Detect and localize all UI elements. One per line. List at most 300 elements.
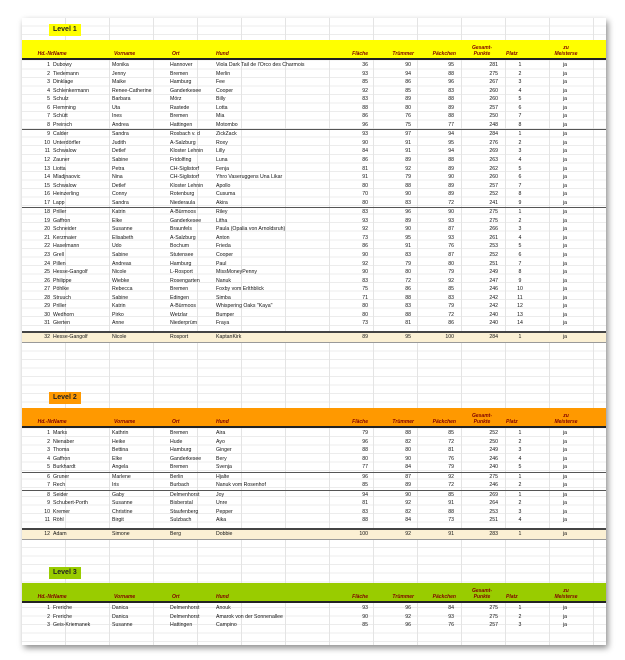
cell-flaeche: 93: [362, 605, 368, 611]
cell-vorname: Wiebke: [112, 277, 130, 284]
cell-nr: 11: [44, 148, 50, 155]
table-row: [22, 251, 606, 260]
table-row: [22, 473, 606, 482]
cell-meister: ja: [562, 165, 568, 172]
cell-ort: A-Bürmoos: [170, 209, 196, 216]
cell-ort: Hamburg: [170, 260, 192, 267]
header-nr: Hd.-Nr.: [37, 419, 54, 425]
cell-flaeche: 71: [362, 294, 368, 301]
cell-ort: Berlin: [170, 473, 184, 480]
cell-platz: 6: [518, 104, 522, 111]
cell-truemmer: 90: [405, 491, 411, 498]
cell-vorname: Maike: [112, 79, 126, 86]
cell-flaeche: 80: [362, 455, 368, 462]
cell-paeckchen: 81: [448, 447, 454, 454]
table-row: [22, 455, 606, 464]
cell-hund: Billy: [216, 96, 226, 103]
header-hund: Hund: [216, 51, 229, 57]
cell-ort: A-Bürmoos: [170, 303, 196, 310]
cell-platz: 7: [518, 113, 522, 120]
cell-name: Kerzmaier: [53, 234, 77, 241]
table-row: [22, 78, 606, 87]
cell-hund: Fenja: [216, 165, 229, 172]
cell-vorname: Sabine: [112, 252, 129, 259]
header-paeckchen: Päckchen: [432, 594, 456, 600]
table-row: [22, 225, 606, 234]
cell-ort: Ganderkesee: [170, 87, 202, 94]
table-row: [22, 95, 606, 104]
cell-nr: 5: [47, 96, 50, 103]
cell-meister: ja: [562, 303, 568, 310]
cell-meister: ja: [562, 320, 568, 327]
cell-flaeche: 88: [362, 104, 368, 111]
cell-flaeche: 77: [362, 464, 368, 471]
cell-vorname: Renee-Catherine: [112, 87, 152, 94]
cell-vorname: Elke: [112, 455, 123, 462]
cell-gesamt: 246: [489, 455, 498, 462]
table-row: [22, 621, 606, 630]
cell-ort: Delmenhorst: [170, 613, 200, 620]
cell-nr: 10: [44, 139, 50, 146]
cell-platz: 4: [518, 455, 522, 462]
cell-paeckchen: 85: [448, 286, 454, 293]
cell-flaeche: 93: [362, 131, 368, 138]
cell-meister: ja: [562, 139, 568, 146]
cell-paeckchen: 94: [448, 131, 454, 138]
cell-name: Schneider: [53, 226, 77, 233]
cell-name: Mladjnaovic: [53, 174, 81, 181]
cell-hund: Luna: [216, 157, 228, 164]
table-row: [22, 302, 606, 311]
cell-paeckchen: 88: [448, 113, 454, 120]
cell-ort: Hattingen: [170, 121, 193, 128]
cell-ort: Berg: [170, 531, 181, 538]
cell-vorname: Andreas: [112, 260, 132, 267]
cell-paeckchen: 93: [448, 234, 454, 241]
cell-flaeche: 90: [362, 269, 368, 276]
cell-flaeche: 83: [362, 277, 368, 284]
cell-nr: 18: [44, 209, 50, 216]
cell-paeckchen: 85: [448, 430, 454, 436]
cell-ort: Rotenburg: [170, 191, 195, 198]
cell-platz: 2: [518, 217, 522, 224]
cell-ort: A-Salzburg: [170, 139, 196, 146]
cell-flaeche: 75: [362, 286, 368, 293]
cell-nr: 31: [44, 320, 50, 327]
cell-platz: 13: [517, 311, 523, 318]
cell-meister: ja: [562, 260, 568, 267]
table-row: [22, 104, 606, 113]
cell-paeckchen: 93: [448, 217, 454, 224]
cell-meister: ja: [562, 226, 568, 233]
cell-flaeche: 93: [362, 70, 368, 77]
cell-hund: Anton: [216, 234, 230, 241]
cell-meister: ja: [562, 482, 568, 489]
table-row: [22, 604, 606, 613]
cell-gesamt: 261: [489, 234, 498, 241]
cell-vorname: Sandra: [112, 131, 129, 138]
cell-paeckchen: 95: [448, 62, 454, 68]
cell-flaeche: 80: [362, 199, 368, 206]
cell-gesamt: 248: [489, 121, 498, 128]
cell-flaeche: 83: [362, 508, 368, 515]
cell-truemmer: 79: [405, 174, 411, 181]
cell-flaeche: 90: [362, 613, 368, 620]
cell-nr: 9: [47, 500, 50, 507]
header-ort: Ort: [172, 51, 180, 57]
cell-truemmer: 84: [405, 464, 411, 471]
cell-gesamt: 276: [489, 139, 498, 146]
extra-table-row: [22, 528, 606, 540]
cell-truemmer: 75: [405, 121, 411, 128]
cell-name: Pillen: [53, 260, 66, 267]
cell-hund: Apollo: [216, 182, 231, 189]
cell-meister: ja: [562, 121, 568, 128]
cell-nr: 7: [47, 113, 50, 120]
cell-gesamt: 246: [489, 286, 498, 293]
cell-paeckchen: 92: [448, 277, 454, 284]
cell-platz: 14: [517, 320, 523, 327]
cell-paeckchen: 88: [448, 157, 454, 164]
cell-name: Tiedemann: [53, 70, 79, 77]
cell-vorname: Heike: [112, 438, 126, 445]
cell-nr: 32: [44, 333, 50, 340]
cell-paeckchen: 84: [448, 605, 454, 611]
cell-meister: ja: [562, 70, 568, 77]
cell-ort: Fridolfing: [170, 157, 192, 164]
cell-vorname: Kathrin: [112, 430, 129, 436]
cell-truemmer: 83: [405, 199, 411, 206]
cell-gesamt: 257: [489, 182, 498, 189]
cell-paeckchen: 88: [448, 70, 454, 77]
cell-truemmer: 92: [405, 500, 411, 507]
cell-name: Schwalow: [53, 182, 77, 189]
cell-platz: 3: [518, 148, 522, 155]
cell-meister: ja: [562, 174, 568, 181]
cell-truemmer: 88: [405, 294, 411, 301]
cell-nr: 10: [44, 508, 50, 515]
level-label: Level 2: [49, 392, 81, 404]
cell-name: Adam: [53, 531, 67, 538]
cell-truemmer: 84: [405, 517, 411, 524]
header-flaeche: Fläche: [352, 51, 368, 57]
cell-ort: Rosport: [170, 333, 189, 340]
cell-flaeche: 36: [362, 62, 368, 68]
cell-truemmer: 92: [405, 165, 411, 172]
cell-gesamt: 251: [489, 517, 498, 524]
cell-ort: Ganderkesee: [170, 455, 202, 462]
table-row: [22, 217, 606, 226]
cell-paeckchen: 89: [448, 191, 454, 198]
cell-meister: ja: [562, 96, 568, 103]
cell-truemmer: 86: [405, 286, 411, 293]
cell-meister: ja: [562, 613, 568, 620]
cell-meister: ja: [562, 62, 568, 68]
cell-platz: 6: [518, 174, 522, 181]
table-row: [22, 285, 606, 294]
cell-vorname: Danica: [112, 605, 129, 611]
cell-vorname: Elke: [112, 217, 123, 224]
cell-flaeche: 96: [362, 438, 368, 445]
cell-hund: Svenja: [216, 464, 232, 471]
cell-platz: 10: [517, 286, 523, 293]
cell-nr: 14: [44, 174, 50, 181]
cell-flaeche: 92: [362, 87, 368, 94]
header-gesamt: Gesamt- Punkte: [471, 588, 492, 600]
cell-ort: Hattingen: [170, 622, 193, 629]
cell-platz: 8: [518, 191, 522, 198]
cell-nr: 12: [44, 531, 50, 538]
table-row: [22, 508, 606, 517]
cell-meister: ja: [562, 531, 568, 538]
table-body: [22, 604, 606, 630]
cell-vorname: Elisabeth: [112, 234, 134, 241]
cell-paeckchen: 72: [448, 199, 454, 206]
cell-nr: 4: [47, 455, 50, 462]
cell-nr: 11: [44, 517, 50, 524]
cell-flaeche: 80: [362, 182, 368, 189]
cell-gesamt: 275: [489, 70, 498, 77]
cell-truemmer: 88: [405, 311, 411, 318]
cell-gesamt: 252: [489, 191, 498, 198]
cell-nr: 22: [44, 243, 50, 250]
cell-hund: Dobbie: [216, 531, 233, 538]
cell-gesamt: 281: [489, 62, 498, 68]
header-gesamt: Gesamt- Punkte: [471, 413, 492, 425]
cell-truemmer: 83: [405, 303, 411, 310]
cell-hund: Cusuma: [216, 191, 236, 198]
cell-vorname: Detlef: [112, 148, 126, 155]
cell-paeckchen: 73: [448, 517, 454, 524]
header-truemmer: Trümmer: [392, 594, 414, 600]
cell-platz: 1: [518, 605, 522, 611]
cell-meister: ja: [562, 430, 568, 436]
cell-ort: Sulzbach: [170, 517, 192, 524]
cell-name: Nienaber: [53, 438, 75, 445]
cell-platz: 3: [518, 447, 522, 454]
cell-gesamt: 252: [489, 430, 498, 436]
cell-ort: Wetzlar: [170, 311, 188, 318]
cell-gesamt: 240: [489, 311, 498, 318]
cell-name: Grell: [53, 252, 64, 259]
cell-ort: Hannover: [170, 62, 193, 68]
cell-name: Unterdörfler: [53, 139, 81, 146]
header-ort: Ort: [172, 419, 180, 425]
cell-platz: 2: [518, 613, 522, 620]
cell-ort: Rastede: [170, 104, 190, 111]
cell-truemmer: 85: [405, 87, 411, 94]
cell-meister: ja: [562, 294, 568, 301]
cell-ort: CH-Siglistorf: [170, 174, 200, 181]
cell-hund: KaptanKirk: [216, 333, 242, 340]
cell-nr: 16: [44, 191, 50, 198]
table-row: [22, 70, 606, 79]
cell-vorname: Nicole: [112, 269, 127, 276]
table-row: [22, 130, 606, 139]
cell-flaeche: 96: [362, 121, 368, 128]
header-name: Name: [53, 594, 67, 600]
cell-platz: 3: [518, 79, 522, 86]
cell-platz: 5: [518, 243, 522, 250]
cell-paeckchen: 96: [448, 79, 454, 86]
cell-platz: 2: [518, 482, 522, 489]
header-gesamt: Gesamt- Punkte: [471, 45, 492, 57]
cell-nr: 21: [44, 234, 50, 241]
header-truemmer: Trümmer: [392, 419, 414, 425]
cell-vorname: Judith: [112, 139, 126, 146]
cell-nr: 13: [44, 165, 50, 172]
cell-flaeche: 81: [362, 500, 368, 507]
cell-vorname: Jenny: [112, 70, 126, 77]
cell-platz: 5: [518, 165, 522, 172]
cell-nr: 29: [44, 303, 50, 310]
cell-vorname: Gaby: [112, 491, 125, 498]
cell-gesamt: 275: [489, 209, 498, 216]
cell-meister: ja: [562, 277, 568, 284]
cell-platz: 2: [518, 70, 522, 77]
cell-nr: 20: [44, 226, 50, 233]
cell-flaeche: 84: [362, 148, 368, 155]
cell-platz: 5: [518, 96, 522, 103]
cell-paeckchen: 93: [448, 613, 454, 620]
cell-name: Wedhorn: [53, 311, 74, 318]
cell-hund: Frieda: [216, 243, 231, 250]
table-row: [22, 139, 606, 148]
cell-meister: ja: [562, 252, 568, 259]
table-row: [22, 87, 606, 96]
cell-flaeche: 86: [362, 157, 368, 164]
cell-platz: 9: [518, 277, 522, 284]
cell-gesamt: 275: [489, 473, 498, 480]
cell-hund: Cooper: [216, 252, 234, 259]
cell-vorname: Iris: [112, 482, 119, 489]
table-header: [22, 40, 606, 60]
table-row: [22, 613, 606, 622]
cell-vorname: Christine: [112, 508, 133, 515]
cell-name: Priller: [53, 303, 67, 310]
cell-paeckchen: 91: [448, 500, 454, 507]
cell-vorname: Udo: [112, 243, 122, 250]
cell-truemmer: 86: [405, 79, 411, 86]
cell-vorname: Susanne: [112, 500, 133, 507]
cell-hund: Akira: [216, 199, 228, 206]
cell-nr: 30: [44, 311, 50, 318]
cell-truemmer: 91: [405, 148, 411, 155]
cell-paeckchen: 76: [448, 243, 454, 250]
cell-paeckchen: 88: [448, 508, 454, 515]
cell-meister: ja: [562, 508, 568, 515]
cell-truemmer: 88: [405, 430, 411, 436]
cell-vorname: Angela: [112, 464, 129, 471]
cell-gesamt: 283: [489, 531, 498, 538]
cell-hund: Unre: [216, 500, 228, 507]
header-flaeche: Fläche: [352, 419, 368, 425]
table-row: [22, 165, 606, 174]
cell-name: Dinklage: [53, 79, 74, 86]
header-truemmer: Trümmer: [392, 51, 414, 57]
cell-meister: ja: [562, 131, 568, 138]
header-meister: zu Meisterse: [554, 413, 578, 425]
cell-meister: ja: [562, 473, 568, 480]
cell-hund: Viola Dark Tail de l'Orco des Charmois: [216, 62, 305, 68]
cell-vorname: Monika: [112, 62, 129, 68]
cell-name: Hesse-Gangolf: [53, 333, 88, 340]
cell-hund: ZickZack: [216, 131, 237, 138]
cell-truemmer: 83: [405, 252, 411, 259]
cell-ort: Ganderkesee: [170, 217, 202, 224]
cell-name: Schubert-Porth: [53, 500, 88, 507]
table-header: [22, 408, 606, 428]
cell-nr: 8: [47, 491, 50, 498]
cell-ort: Niederaula: [170, 199, 196, 206]
cell-meister: ja: [562, 286, 568, 293]
header-platz: Platz: [506, 419, 518, 425]
cell-vorname: Danica: [112, 613, 129, 620]
cell-meister: ja: [562, 447, 568, 454]
cell-hund: Paula (Opalia von Arnoldsruh): [216, 226, 286, 233]
cell-meister: ja: [562, 191, 568, 198]
table-row: [22, 446, 606, 455]
cell-nr: 8: [47, 121, 50, 128]
cell-platz: 9: [518, 199, 522, 206]
cell-vorname: Bettina: [112, 447, 129, 454]
cell-vorname: Barbara: [112, 96, 131, 103]
cell-gesamt: 251: [489, 260, 498, 267]
cell-vorname: Sabine: [112, 294, 129, 301]
cell-flaeche: 70: [362, 191, 368, 198]
cell-hund: Cooper: [216, 87, 234, 94]
cell-ort: Mörz: [170, 96, 182, 103]
table-row: [22, 234, 606, 243]
cell-vorname: Conny: [112, 191, 127, 198]
cell-meister: ja: [562, 605, 568, 611]
table-row: [22, 156, 606, 165]
cell-vorname: Detlef: [112, 182, 126, 189]
cell-gesamt: 240: [489, 464, 498, 471]
cell-name: Preirsch: [53, 121, 73, 128]
header-meister: zu Meisterse: [554, 588, 578, 600]
cell-hund: Motombo: [216, 121, 238, 128]
cell-name: Zauner: [53, 157, 70, 164]
cell-platz: 8: [518, 269, 522, 276]
cell-truemmer: 94: [405, 70, 411, 77]
cell-vorname: Susanne: [112, 622, 133, 629]
cell-paeckchen: 79: [448, 303, 454, 310]
cell-platz: 3: [518, 622, 522, 629]
cell-flaeche: 83: [362, 96, 368, 103]
header-vorname: Vorname: [114, 51, 136, 57]
cell-nr: 12: [44, 157, 50, 164]
cell-nr: 3: [47, 622, 50, 629]
cell-name: Priller: [53, 209, 67, 216]
cell-truemmer: 90: [405, 62, 411, 68]
cell-gesamt: 247: [489, 277, 498, 284]
cell-hund: Campino: [216, 622, 237, 629]
level-label: Level 3: [49, 567, 81, 579]
cell-flaeche: 83: [362, 209, 368, 216]
cell-flaeche: 73: [362, 320, 368, 327]
cell-platz: 2: [518, 438, 522, 445]
cell-name: Schulz: [53, 96, 69, 103]
cell-platz: 3: [518, 226, 522, 233]
cell-platz: 1: [518, 62, 522, 68]
cell-name: Schlenkermann: [53, 87, 90, 94]
cell-meister: ja: [562, 209, 568, 216]
cell-hund: Foxby vom Erlthblick: [216, 286, 264, 293]
cell-gesamt: 249: [489, 269, 498, 276]
cell-vorname: Rebecca: [112, 286, 133, 293]
cell-platz: 2: [518, 500, 522, 507]
